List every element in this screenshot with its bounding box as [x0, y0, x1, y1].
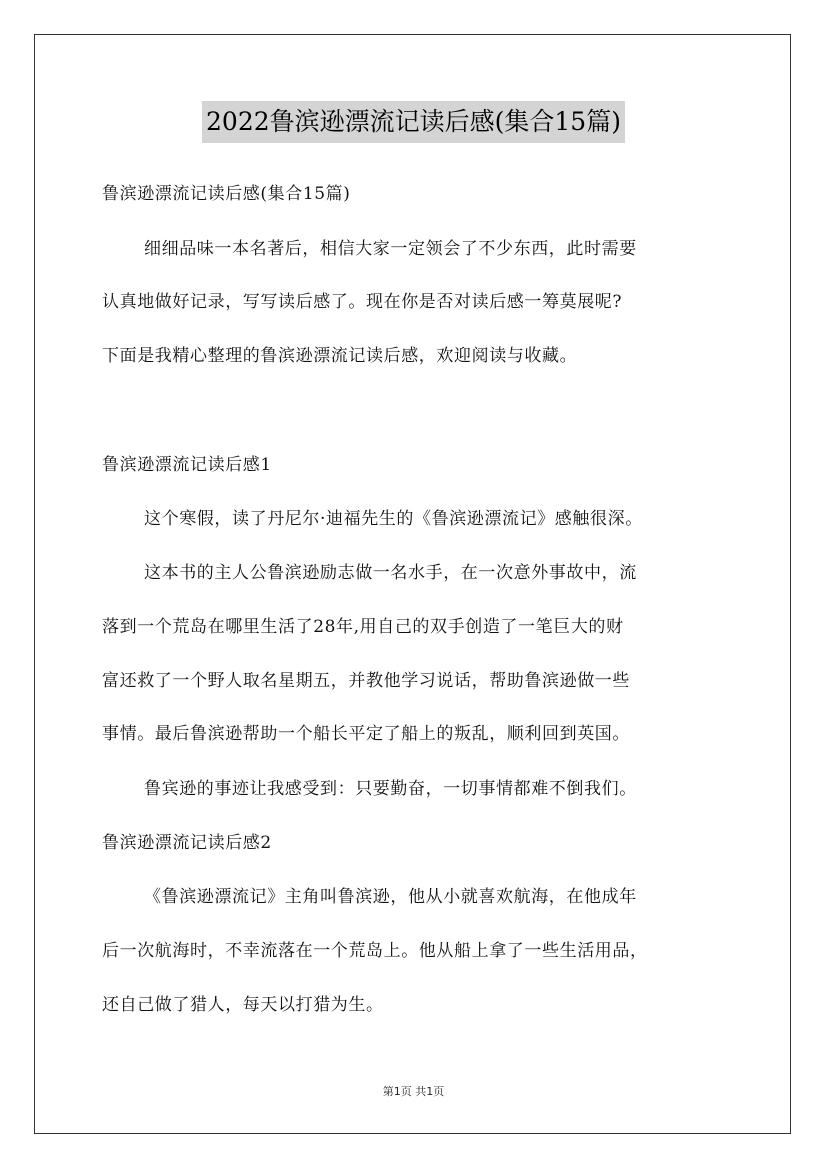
paragraph-line: 认真地做好记录，写写读后感了。现在你是否对读后感一筹莫展呢? — [102, 292, 623, 312]
subtitle-line: 鲁滨逊漂流记读后感(集合15篇) — [102, 184, 351, 204]
paragraph-line: 鲁宾逊的事迹让我感受到：只要勤奋，一切事情都难不倒我们。 — [144, 779, 637, 799]
paragraph-line: 《鲁滨逊漂流记》主角叫鲁滨逊，他从小就喜欢航海，在他成年 — [144, 887, 637, 907]
paragraph-line: 下面是我精心整理的鲁滨逊漂流记读后感，欢迎阅读与收藏。 — [102, 346, 578, 366]
paragraph-line: 事情。最后鲁滨逊帮助一个船长平定了船上的叛乱，顺利回到英国。 — [102, 724, 630, 744]
paragraph-line: 后一次航海时，不幸流落在一个荒岛上。他从船上拿了一些生活用品， — [102, 941, 648, 961]
paragraph-line: 富还救了一个野人取名星期五，并教他学习说话，帮助鲁滨逊做一些 — [102, 671, 630, 691]
title-container — [0, 101, 827, 143]
paragraph-line: 这本书的主人公鲁滨逊励志做一名水手，在一次意外事故中，流 — [144, 563, 637, 583]
paragraph-line: 落到一个荒岛在哪里生活了28年,用自己的双手创造了一笔巨大的财 — [102, 617, 624, 637]
paragraph-line: 还自己做了猎人，每天以打猎为生。 — [102, 995, 384, 1015]
document-title: 2022鲁滨逊漂流记读后感(集合15篇) — [202, 101, 625, 143]
section-heading-1: 鲁滨逊漂流记读后感1 — [102, 455, 272, 475]
section-heading-2: 鲁滨逊漂流记读后感2 — [102, 833, 272, 853]
paragraph-line: 细细品味一本名著后，相信大家一定领会了不少东西，此时需要 — [144, 239, 637, 259]
page-footer: 第1页 共1页 — [382, 1085, 445, 1098]
paragraph-line: 这个寒假，读了丹尼尔·迪福先生的《鲁滨逊漂流记》感触很深。 — [144, 509, 643, 529]
